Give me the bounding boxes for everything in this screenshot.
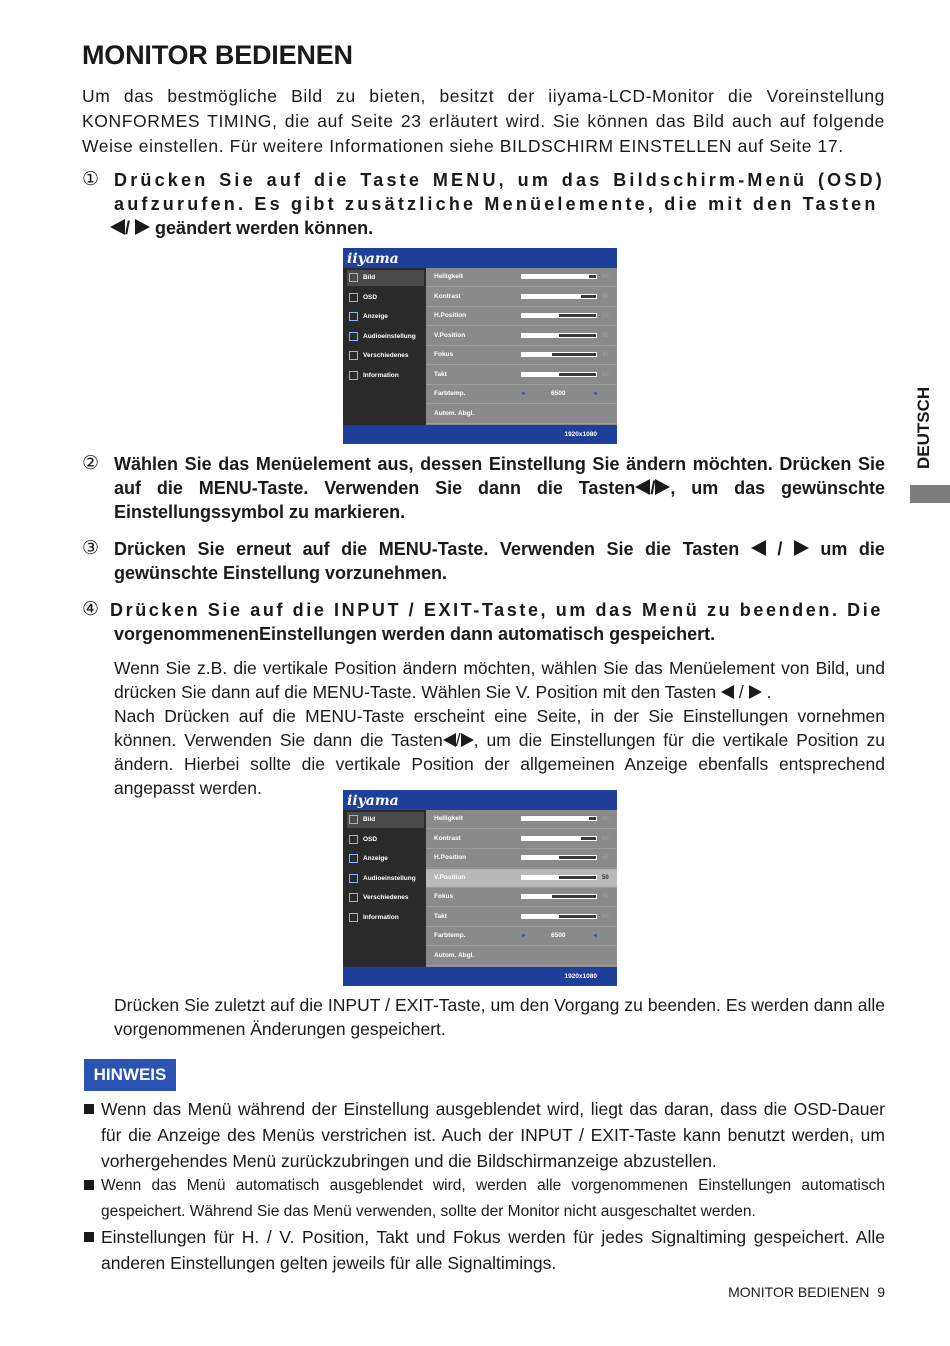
osd-menu-item [347,812,424,828]
example-text-end: . [766,682,772,702]
slash: / [738,682,744,702]
osd-setting-label: V.Position [434,331,466,339]
left-arrow-icon [751,540,766,556]
osd-colortemp-value: 6500 [551,390,566,397]
osd-menu-icon [349,874,358,883]
osd-setting-row [426,810,617,829]
osd-setting-value: 50 [602,913,609,920]
osd-menu-item [347,368,424,384]
osd-setting-label: Takt [434,912,447,920]
osd-menu-item [347,270,424,286]
osd-menu-icon [349,312,358,321]
osd-arrow-right-icon: ► [521,391,527,397]
osd-slider [521,333,597,338]
closing-paragraph: Drücken Sie zuletzt auf die INPUT / EXIT-Taste, um den Vorgang zu beenden. Es werden dann alle vorgenommenen Änderungen gespeichert. [114,995,885,1039]
osd-menu-label: Verschiedenes [363,894,409,901]
osd-slider [521,372,597,377]
osd-arrow-left-icon: ◄ [592,933,598,939]
osd-menu-icon [349,371,358,380]
osd-menu-label: Anzeige [363,313,388,320]
step-text: Drücken Sie erneut auf die MENU-Taste. Verwenden Sie die Tasten [114,539,740,559]
osd-setting-label: Fokus [434,351,454,358]
page-title: MONITOR BEDIENEN [82,40,353,70]
osd-setting-value: 41 [602,352,609,358]
osd-slider-fill [522,817,589,820]
osd-setting-row [426,385,617,404]
left-arrow-icon [443,733,456,747]
osd-menu-item [347,309,424,325]
osd-menu-item [347,348,424,364]
osd-menu-item [347,290,424,306]
step-4 [82,598,885,646]
osd-slider [521,875,597,880]
osd-setting-row [426,908,617,927]
osd-menu-item [347,851,424,867]
osd-menu-label: Bild [363,816,376,823]
osd-setting-label: Helligkeit [434,273,463,280]
osd-menu-item [347,910,424,926]
osd-setting-value: 90 [602,816,609,822]
note-item [82,1173,885,1225]
step-2 [82,452,885,524]
osd-setting-value: 50 [602,332,609,339]
step-text-end: um die gewünschte Einstellung vorzunehmen. [114,539,885,583]
osd-arrow-left-icon: ◄ [592,391,598,397]
step-number: ② [82,453,100,474]
osd-slider-fill [522,895,552,898]
osd-slider-fill [522,295,581,298]
osd-menu-list [343,810,426,967]
osd-setting-row [426,947,617,966]
example-text-2: Nach Drücken auf die MENU-Taste erscheint eine Seite, in der Sie Einstellungen vornehmen können. Verwenden Sie dann die Tasten [114,706,885,750]
osd-menu-label: Audioeinstellung [363,332,416,340]
osd-menu-item [347,832,424,848]
osd-setting-row [426,268,617,287]
osd-slider-fill [522,314,559,317]
step-number: ① [82,169,100,190]
osd-menu-icon [349,854,358,863]
osd-setting-value: 80 [602,293,609,300]
step-number: ④ [82,599,100,620]
language-tab-marker [910,485,950,503]
osd-setting-value: 50 [602,874,609,881]
right-arrow-icon [135,219,150,235]
osd-slider [521,836,597,841]
note-text: Wenn das Menü automatisch ausgeblendet wird, werden alle vorgenommenen Einstellungen automatisch gespeichert. Während Sie das Menü verwenden, sollte der Monitor nicht ausgeschaltet werden. [101,1177,885,1220]
osd-setting-label: Kontrast [434,834,461,842]
right-arrow-icon [461,733,474,747]
osd-menu-label: OSD [363,835,378,843]
osd-setting-value: 50 [602,855,609,861]
osd-setting-row [426,888,617,907]
osd-setting-label: Takt [434,370,447,378]
osd-slider [521,816,597,821]
osd-slider-fill [522,876,559,879]
osd-setting-label: Farbtemp. [434,932,466,939]
left-arrow-icon [110,219,125,235]
osd-setting-row [426,346,617,365]
right-arrow-icon [794,540,809,556]
osd-arrow-right-icon: ► [521,933,527,939]
osd-setting-label: Autom. Abgl. [434,951,475,959]
example-paragraph-1 [114,656,885,800]
note-item [82,1096,885,1174]
step-text: Wählen Sie das Menüelement aus, dessen Einstellung Sie ändern möchten. Drücken Sie auf die MENU-Taste. Verwenden Sie dann die Tasten [114,454,885,498]
osd-menu-item [347,890,424,906]
osd-menu-item [347,871,424,887]
osd-slider-fill [522,915,559,918]
step-text: Drücken Sie auf die Taste MENU, um das Bildschirm-Menü (OSD) aufzurufen. Es gibt zusätzliche Menüelemente, die mit den Tasten [114,170,885,214]
osd-menu-item [347,329,424,345]
osd-setting-row [426,869,617,888]
osd-setting-row [426,927,617,946]
step-text-end: , um das gewünschte Einstellungssymbol zu markieren. [114,478,885,522]
osd-setting-label: H.Position [434,854,467,861]
left-arrow-icon [635,479,650,495]
step-3 [82,537,885,585]
note-text: Einstellungen für H. / V. Position, Takt und Fokus werden für jedes Signaltiming gespeichert. Alle anderen Einstellungen gelten jeweils für alle Signaltimings. [101,1227,885,1273]
osd-menu-screenshot [343,248,617,444]
osd-settings-panel [426,268,617,425]
osd-menu-icon [349,293,358,302]
osd-menu-screenshot-vposition [343,790,617,986]
slash: / [125,218,131,238]
osd-slider [521,313,597,318]
osd-slider [521,914,597,919]
osd-setting-value: 50 [602,313,609,319]
slash: / [455,730,461,750]
step-text-end: geändert werden können. [155,218,374,238]
intro-paragraph: Um das bestmögliche Bild zu bieten, besitzt der iiyama-LCD-Monitor die Voreinstellung KONFORMES TIMING, die auf Seite 23 erläutert wird. Sie können das Bild auch auf folgende Weise einstellen. Für weitere Informationen siehe BILDSCHIRM EINSTELLEN auf Seite 17. [82,86,885,156]
osd-slider [521,274,597,279]
osd-slider-fill [522,353,552,356]
osd-slider-fill [522,334,559,337]
page-footer [600,1284,885,1300]
step-text: Drücken Sie auf die INPUT / EXIT-Taste, um das Menü zu beenden. Die [110,600,883,620]
osd-setting-row [426,849,617,868]
osd-menu-list [343,268,426,425]
osd-setting-value: 41 [602,894,609,900]
slash: / [650,478,656,498]
note-text: Wenn das Menü während der Einstellung ausgeblendet wird, liegt das daran, dass die OSD-Dauer für die Anzeige des Menüs verstrichen ist. Auch der INPUT / EXIT-Taste kann benutzt werden, um vorhergehendes Menü zurückzubringen und die Bildschirmanzeige abzustellen. [101,1099,885,1171]
osd-menu-label: OSD [363,293,378,301]
osd-settings-panel [426,810,617,967]
osd-setting-label: Autom. Abgl. [434,409,475,417]
osd-slider-fill [522,373,559,376]
right-arrow-icon [655,479,670,495]
osd-menu-icon [349,913,358,922]
slash: / [777,539,783,559]
osd-slider [521,352,597,357]
osd-resolution: 1920x1080 [564,431,597,438]
osd-menu-icon [349,332,358,341]
osd-menu-icon [349,815,358,824]
osd-menu-label: Anzeige [363,855,388,862]
osd-menu-icon [349,835,358,844]
step-1 [82,168,885,240]
example-text-2-end: , um die Einstellungen für die vertikale Position zu ändern. Hierbei sollte die vertikale Position der allgemeinen Anzeige ebenfalls entsprechend angepasst werden. [114,730,885,798]
osd-menu-icon [349,273,358,282]
note-badge: HINWEIS [84,1059,176,1091]
step-number: ③ [82,538,100,559]
osd-menu-icon [349,893,358,902]
bullet-square-icon [84,1232,94,1242]
osd-menu-label: Verschiedenes [363,352,409,359]
footer-section: MONITOR BEDIENEN [728,1284,870,1300]
osd-slider [521,294,597,299]
osd-colortemp-value: 6500 [551,932,566,939]
osd-setting-value: 90 [602,274,609,280]
osd-menu-icon [349,351,358,360]
example-text: Wenn Sie z.B. die vertikale Position ändern möchten, wählen Sie das Menüelement von Bild, und drücken Sie dann auf die MENU-Taste. Wählen Sie V. Position mit den Tasten [114,658,885,702]
osd-setting-row [426,307,617,326]
osd-slider-fill [522,275,589,278]
osd-menu-label: Bild [363,274,376,281]
osd-setting-row [426,327,617,346]
osd-setting-row [426,288,617,307]
osd-setting-value: 80 [602,835,609,842]
osd-slider [521,894,597,899]
osd-slider [521,855,597,860]
osd-menu-label: Information [363,913,399,921]
osd-menu-label: Information [363,371,399,379]
osd-resolution: 1920x1080 [564,973,597,980]
osd-setting-label: Kontrast [434,292,461,300]
right-arrow-icon [749,685,762,699]
osd-menu-label: Audioeinstellung [363,874,416,882]
osd-setting-row [426,830,617,849]
osd-setting-row [426,405,617,424]
osd-setting-label: Helligkeit [434,815,463,822]
osd-logo: iiyama [347,251,399,267]
osd-setting-label: Fokus [434,893,454,900]
bullet-square-icon [84,1180,94,1190]
osd-setting-value: 50 [602,371,609,378]
osd-setting-label: Farbtemp. [434,390,466,397]
step-text-end: vorgenommenenEinstellungen werden dann automatisch gespeichert. [114,624,716,644]
osd-setting-label: H.Position [434,312,467,319]
left-arrow-icon [721,685,734,699]
osd-setting-label: V.Position [434,873,466,881]
page-number: 9 [877,1284,885,1300]
osd-setting-row [426,366,617,385]
osd-slider-fill [522,856,559,859]
osd-slider-fill [522,837,581,840]
osd-logo: iiyama [347,793,399,809]
bullet-square-icon [84,1104,94,1114]
note-item [82,1224,885,1276]
language-tab: DEUTSCH [914,386,933,469]
